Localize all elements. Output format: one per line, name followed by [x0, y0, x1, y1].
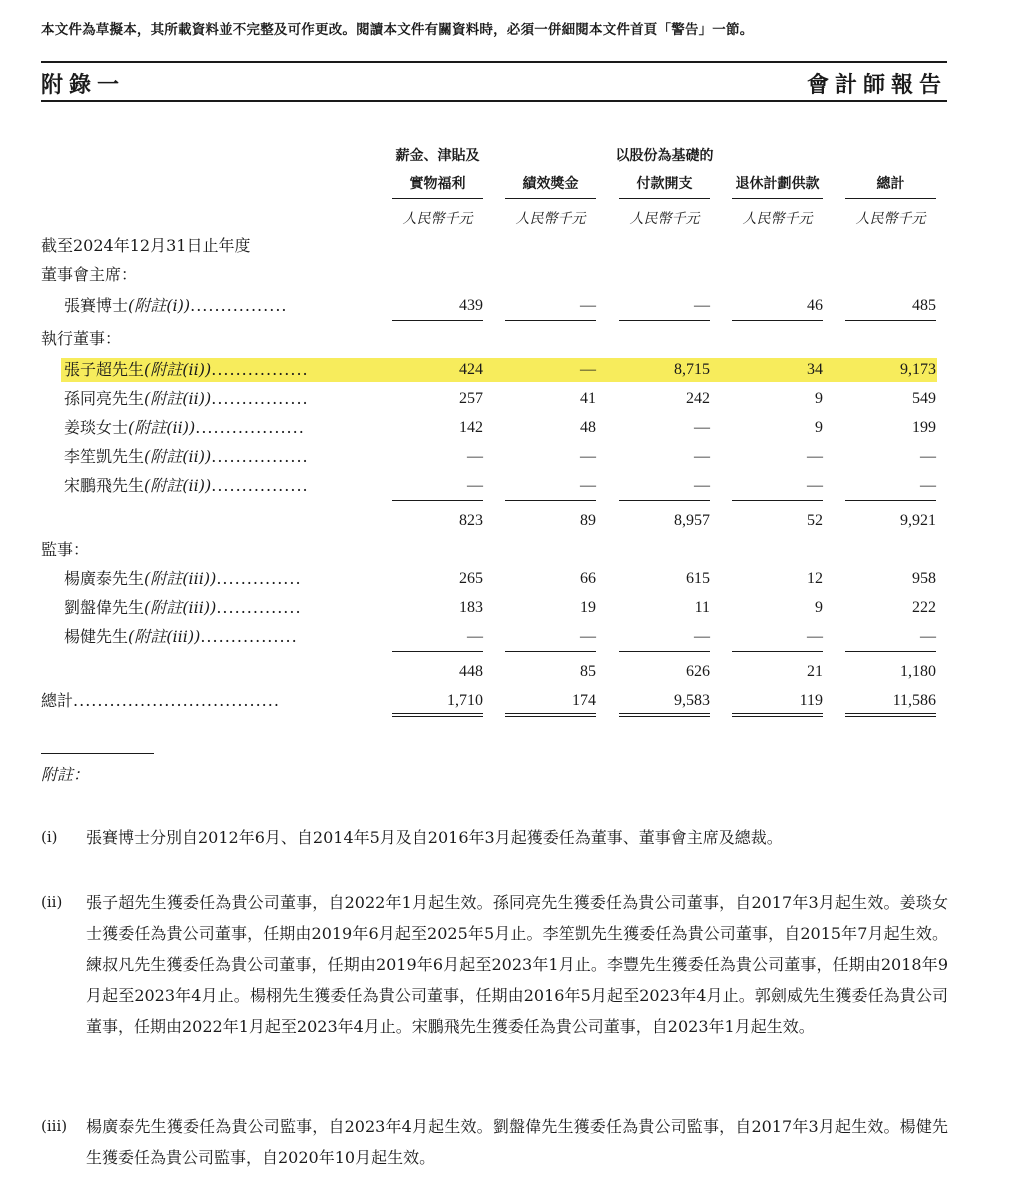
- cell-value: 485: [912, 297, 936, 314]
- cell-value: —: [807, 628, 823, 645]
- leader-dots: ..................................: [73, 691, 280, 710]
- column-unit: 人民幣千元: [742, 211, 813, 227]
- cell-value: —: [694, 477, 710, 494]
- notes-rule: [41, 753, 154, 754]
- row-note-ref: (附註(iii)): [144, 569, 217, 588]
- column-header-line2: 總計: [876, 176, 905, 192]
- cell-value: 1,710: [447, 692, 483, 709]
- row-label: [64, 624, 298, 650]
- cell-value: 174: [572, 692, 596, 709]
- row-name: 劉盤偉先生: [64, 598, 145, 617]
- cell-value: 626: [686, 663, 710, 680]
- subtotal-rule: [732, 500, 823, 501]
- column-header-line1: 以股份為基礎的: [615, 148, 714, 164]
- cell-value: 11,586: [892, 692, 936, 709]
- cell-value: 8,957: [674, 512, 710, 529]
- appendix-title: 附錄一: [41, 72, 126, 98]
- row-name: 楊健先生: [64, 627, 129, 646]
- draft-disclaimer: 本文件為草擬本，其所載資料並不完整及可作更改。閱讀本文件有關資料時，必須一併細閱本文件首頁「警告」一節。: [41, 22, 754, 38]
- subtotal-rule: [845, 651, 936, 652]
- cell-value: 21: [807, 663, 823, 680]
- row-label: [64, 293, 287, 319]
- leader-dots: ................: [190, 296, 288, 315]
- leader-dots: ................: [211, 389, 309, 408]
- row-note-ref: (附註(ii)): [144, 389, 212, 408]
- cell-value: 257: [459, 390, 483, 407]
- cell-value: —: [467, 477, 483, 494]
- row-note-ref: (附註(ii)): [144, 447, 212, 466]
- cell-value: 11: [694, 599, 710, 616]
- leader-dots: ................: [200, 627, 298, 646]
- note-ii-text: 張子超先生獲委任為貴公司董事，自2022年1月起生效。孫同亮先生獲委任為貴公司董事，自2017年3月起生效。姜琰女士獲委任為貴公司董事，任期由2019年6月起至2025年5月止。李笙凱先生獲委任為貴公司董事，自2015年7月起生效。練叔凡先生獲委任為貴公司董事，任期由2019年6月起至2023年1月止。李豐先生獲委任為貴公司董事，任期由2018年9月起至2023年4月止。楊栩先生獲委任為貴公司董事，任期由2016年5月起至2023年4月止。郭劍威先生獲委任為貴公司董事，任期由2022年1月起至2023年4月止。宋鵬飛先生獲委任為貴公司董事，自2023年1月起生效。: [86, 893, 948, 1036]
- subtotal-rule: [619, 320, 710, 321]
- total-double-rule: [505, 713, 596, 717]
- row-name: 孫同亮先生: [64, 389, 145, 408]
- cell-value: 48: [580, 419, 596, 436]
- notes-title: 附註：: [41, 765, 90, 784]
- cell-value: 242: [686, 390, 710, 407]
- subtotal-rule: [845, 320, 936, 321]
- cell-value: 183: [459, 599, 483, 616]
- row-note-ref: (附註(ii)): [128, 418, 196, 437]
- cell-value: —: [580, 477, 596, 494]
- column-unit: 人民幣千元: [515, 211, 586, 227]
- column-header-line2: 實物福利: [409, 176, 466, 192]
- total-double-rule: [732, 713, 823, 717]
- cell-value: 424: [459, 361, 483, 378]
- note-iii-text: 楊廣泰先生獲委任為貴公司監事，自2023年4月起生效。劉盤偉先生獲委任為貴公司監事，自2017年3月起生效。楊健先生獲委任為貴公司監事，自2020年10月起生效。: [86, 1117, 948, 1167]
- cell-value: 66: [580, 570, 596, 587]
- row-label: [64, 444, 309, 470]
- column-header-line2: 付款開支: [636, 176, 693, 192]
- total-double-rule: [845, 713, 936, 717]
- subtotal-rule: [619, 651, 710, 652]
- cell-value: —: [694, 628, 710, 645]
- cell-value: 448: [459, 663, 483, 680]
- column-header-line2: 績效獎金: [522, 176, 579, 192]
- row-name: 姜琰女士: [64, 418, 129, 437]
- cell-value: —: [580, 297, 596, 314]
- cell-value: 9,921: [900, 512, 936, 529]
- row-label: [64, 386, 309, 412]
- cell-value: 615: [686, 570, 710, 587]
- column-unit: 人民幣千元: [629, 211, 700, 227]
- cell-value: —: [694, 297, 710, 314]
- cell-value: 9,173: [900, 361, 936, 378]
- section-supervisors: 監事：: [41, 540, 90, 559]
- cell-value: 89: [580, 512, 596, 529]
- cell-value: 9,583: [674, 692, 710, 709]
- column-header-underline: [732, 198, 823, 199]
- cell-value: 9: [815, 390, 823, 407]
- column-unit: 人民幣千元: [855, 211, 926, 227]
- column-header-underline: [505, 198, 596, 199]
- header-rule: [41, 61, 947, 63]
- subtotal-rule: [392, 500, 483, 501]
- cell-value: —: [920, 448, 936, 465]
- leader-dots: ................: [211, 360, 309, 379]
- cell-value: 9: [815, 599, 823, 616]
- cell-value: —: [694, 419, 710, 436]
- period-label: 截至2024年12月31日止年度: [41, 236, 251, 255]
- cell-value: —: [580, 361, 596, 378]
- cell-value: —: [580, 628, 596, 645]
- row-note-ref: (附註(iii)): [144, 598, 217, 617]
- subtotal-rule: [732, 320, 823, 321]
- row-label: [41, 688, 280, 714]
- note-i-text: 張賽博士分別自2012年6月、自2014年5月及自2016年3月起獲委任為董事、董事會主席及總裁。: [86, 828, 783, 847]
- subtotal-rule: [845, 500, 936, 501]
- cell-value: 265: [459, 570, 483, 587]
- leader-dots: ..............: [216, 569, 302, 588]
- row-label: [64, 415, 305, 441]
- row-label: [64, 566, 302, 592]
- leader-dots: ................: [211, 476, 309, 495]
- cell-value: 85: [580, 663, 596, 680]
- row-name: 楊廣泰先生: [64, 569, 145, 588]
- cell-value: 46: [807, 297, 823, 314]
- note-i-mark: (i): [41, 828, 58, 846]
- section-chairman: 董事會主席：: [41, 265, 138, 284]
- subtotal-rule: [732, 651, 823, 652]
- cell-value: 199: [912, 419, 936, 436]
- cell-value: 439: [459, 297, 483, 314]
- cell-value: 8,715: [674, 361, 710, 378]
- subtotal-rule: [505, 320, 596, 321]
- row-label: [64, 473, 309, 499]
- column-header-underline: [845, 198, 936, 199]
- cell-value: 19: [580, 599, 596, 616]
- cell-value: —: [807, 448, 823, 465]
- subtotal-rule: [505, 500, 596, 501]
- column-header-underline: [619, 198, 710, 199]
- leader-dots: ..................: [195, 418, 305, 437]
- subtotal-rule: [505, 651, 596, 652]
- cell-value: —: [580, 448, 596, 465]
- cell-value: 142: [459, 419, 483, 436]
- report-title: 會計師報告: [806, 72, 947, 98]
- row-note-ref: (附註(iii)): [128, 627, 201, 646]
- cell-value: 34: [807, 361, 823, 378]
- cell-value: 52: [807, 512, 823, 529]
- cell-value: 823: [459, 512, 483, 529]
- row-note-ref: (附註(i)): [128, 296, 191, 315]
- cell-value: 41: [580, 390, 596, 407]
- cell-value: 222: [912, 599, 936, 616]
- column-header-line2: 退休計劃供款: [735, 176, 820, 192]
- subtotal-rule: [392, 320, 483, 321]
- column-header-underline: [392, 198, 483, 199]
- row-label: [64, 357, 309, 383]
- cell-value: 9: [815, 419, 823, 436]
- row-note-ref: (附註(ii)): [144, 476, 212, 495]
- cell-value: —: [694, 448, 710, 465]
- note-iii-mark: (iii): [41, 1117, 68, 1135]
- leader-dots: ..............: [216, 598, 302, 617]
- subtotal-rule: [392, 651, 483, 652]
- cell-value: 958: [912, 570, 936, 587]
- cell-value: 549: [912, 390, 936, 407]
- row-label: [64, 595, 302, 621]
- row-name: 張賽博士: [64, 296, 129, 315]
- cell-value: —: [920, 477, 936, 494]
- column-header-line1: 薪金、津貼及: [395, 148, 480, 164]
- total-double-rule: [392, 713, 483, 717]
- cell-value: 12: [807, 570, 823, 587]
- cell-value: —: [467, 628, 483, 645]
- column-unit: 人民幣千元: [402, 211, 473, 227]
- row-note-ref: (附註(ii)): [144, 360, 212, 379]
- cell-value: 119: [799, 692, 823, 709]
- section-executive: 執行董事：: [41, 329, 122, 348]
- row-name: 張子超先生: [64, 360, 145, 379]
- cell-value: 1,180: [900, 663, 936, 680]
- leader-dots: ................: [211, 447, 309, 466]
- note-ii-mark: (ii): [41, 893, 63, 911]
- total-double-rule: [619, 713, 710, 717]
- cell-value: —: [467, 448, 483, 465]
- cell-value: —: [807, 477, 823, 494]
- row-name: 總計: [41, 691, 74, 710]
- header-rule-bottom: [41, 100, 947, 102]
- subtotal-rule: [619, 500, 710, 501]
- row-name: 李笙凱先生: [64, 447, 145, 466]
- row-name: 宋鵬飛先生: [64, 476, 145, 495]
- cell-value: —: [920, 628, 936, 645]
